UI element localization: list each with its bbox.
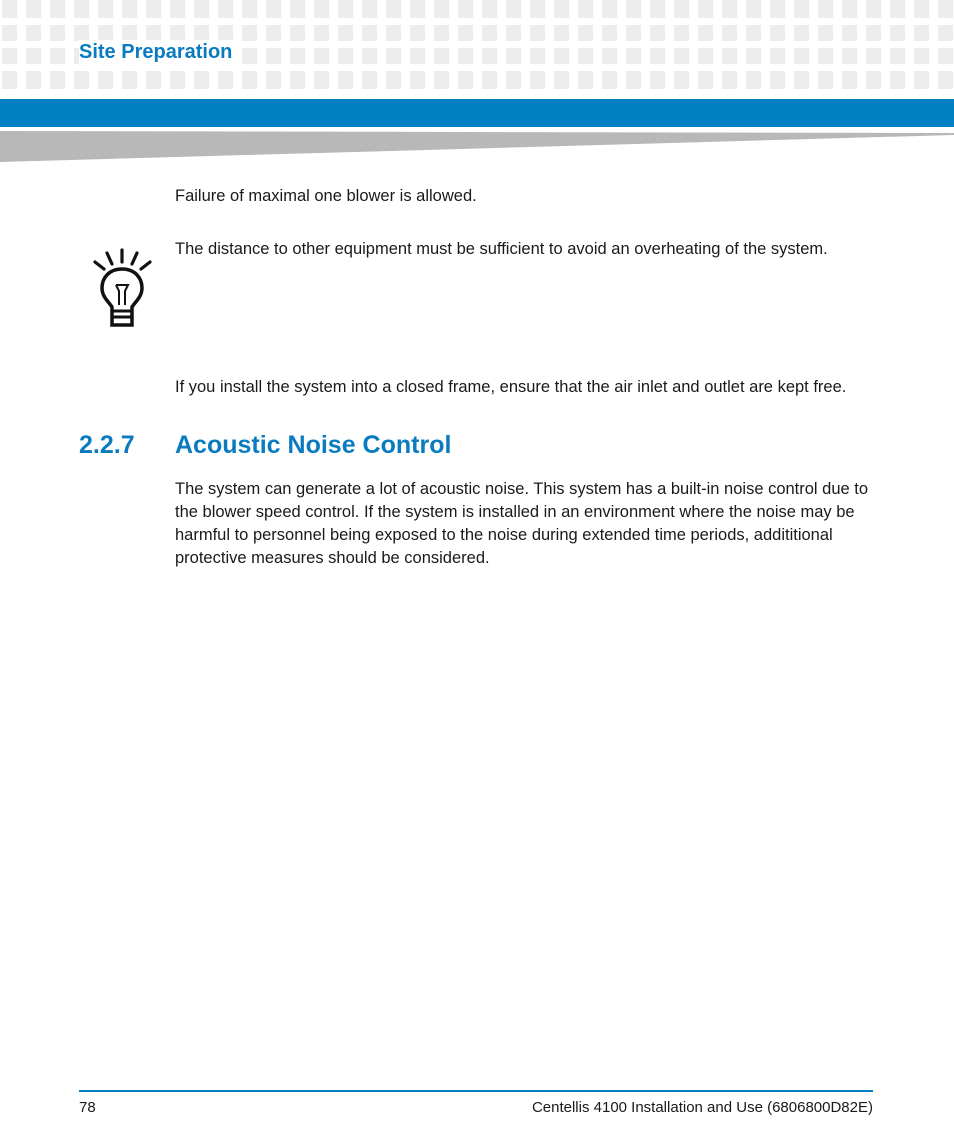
paragraph-closed-frame: If you install the system into a closed frame, ensure that the air inlet and outlet are kept free.	[175, 378, 847, 396]
lightbulb-icon	[92, 247, 156, 334]
note-text: The distance to other equipment must be sufficient to avoid an overheating of the system.	[175, 240, 828, 258]
header-band	[0, 99, 954, 127]
header-wedge	[0, 131, 954, 163]
pattern-gap	[0, 18, 954, 25]
pattern-gap	[0, 89, 954, 96]
chapter-title: Site Preparation	[79, 40, 236, 66]
page-number: 78	[79, 1099, 96, 1116]
document-title: Centellis 4100 Installation and Use (6806800D82E)	[531, 1099, 873, 1116]
paragraph-blower: Failure of maximal one blower is allowed.	[175, 187, 477, 205]
section-number: 2.2.7	[79, 431, 135, 459]
section-title: Acoustic Noise Control	[175, 431, 452, 459]
section-body: The system can generate a lot of acoustic noise. This system has a built-in noise control due to the blower speed control. If the system is installed in an environment where the noise may be harmful to personnel being exposed to the noise during extended time periods, addititional protective measures should be considered.	[175, 480, 869, 567]
footer-rule	[79, 1090, 873, 1092]
